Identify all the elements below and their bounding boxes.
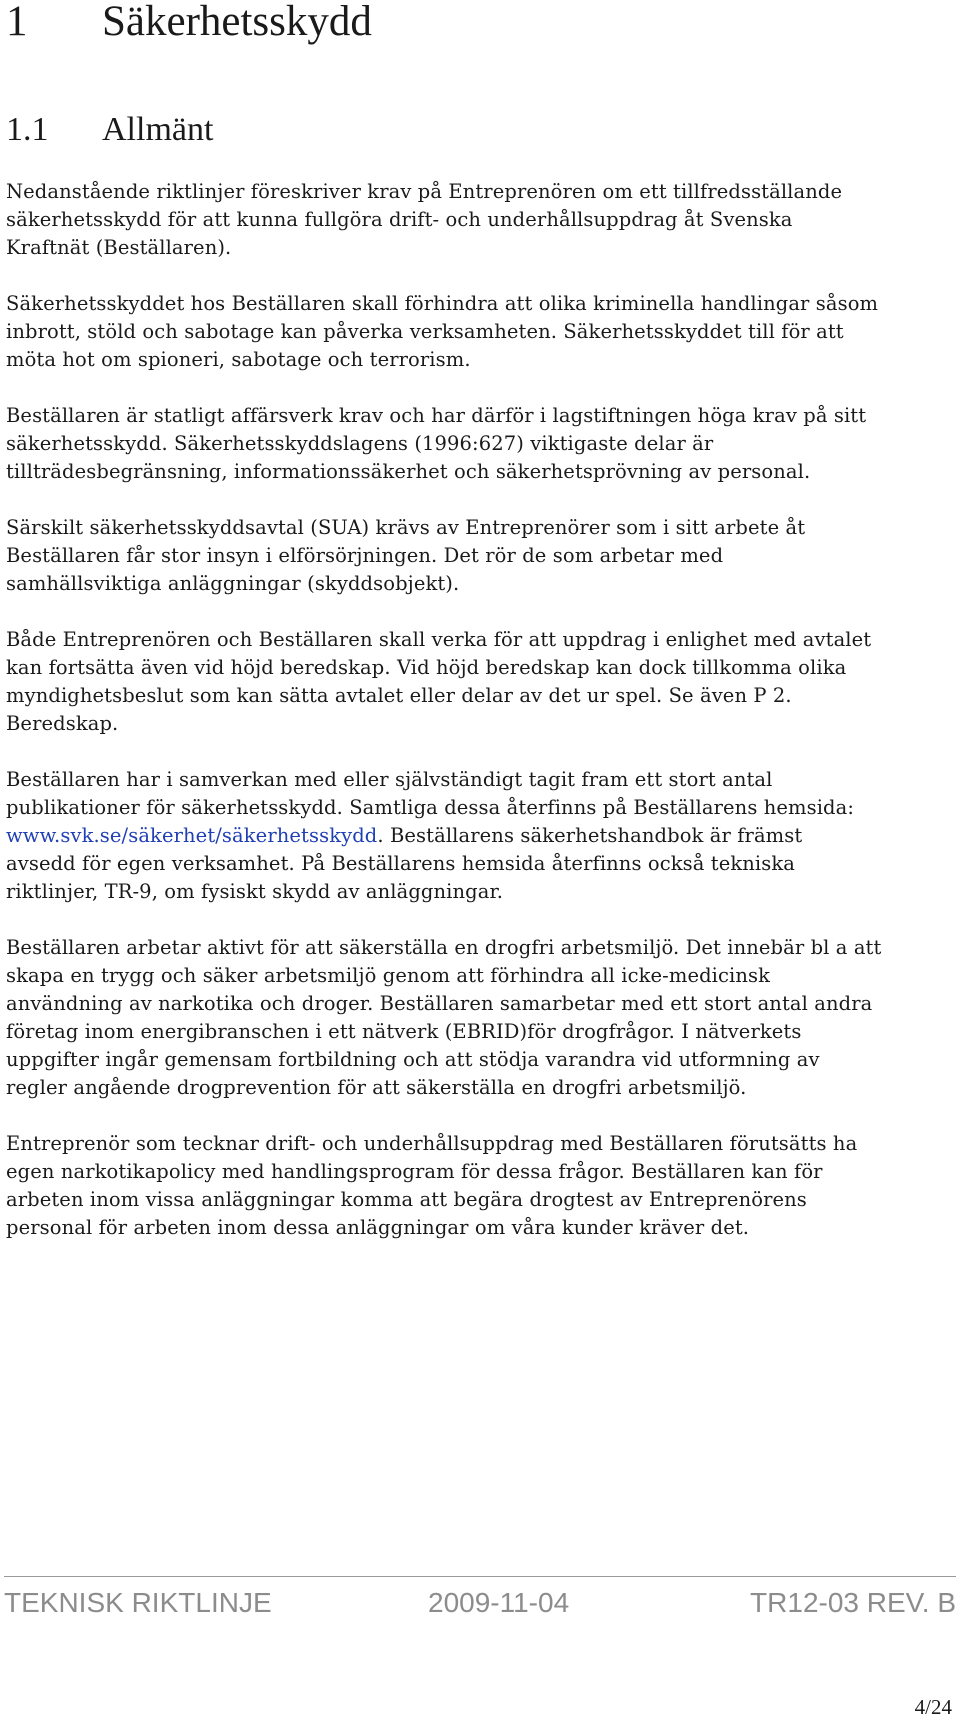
security-website-link[interactable]: www.svk.se/säkerhet/säkerhetsskydd [6,824,378,847]
paragraph-publications [6,766,956,906]
text-line: Beredskap. [6,712,119,735]
chapter-number: 1 [6,0,28,45]
text-line: Kraftnät (Beställaren). [6,236,232,259]
text-line: Entreprenör som tecknar drift- och underhållsuppdrag med Beställaren förutsätts ha [6,1132,858,1155]
page-footer [4,1583,956,1623]
text-line: företag inom energibranschen i ett nätverk (EBRID)för drogfrågor. I nätverkets [6,1020,802,1043]
text-line: samhällsviktiga anläggningar (skyddsobjekt). [6,572,460,595]
text-line: Både Entreprenören och Beställaren skall verka för att uppdrag i enlighet med avtalet [6,628,872,651]
text-line: användning av narkotika och droger. Beställaren samarbetar med ett stort antal andra [6,992,873,1015]
footer-date: 2009-11-04 [428,1587,570,1618]
text-line: säkerhetsskydd. Säkerhetsskyddslagens (1996:627) viktigaste delar är [6,432,714,455]
text-line: personal för arbeten inom dessa anläggningar om våra kunder kräver det. [6,1216,750,1239]
text-line: tillträdesbegränsning, informationssäkerhet och säkerhetsprövning av personal. [6,460,811,483]
chapter-title: Säkerhetsskydd [102,0,372,45]
text-line: möta hot om spioneri, sabotage och terrorism. [6,348,471,371]
paragraph-drug-free [6,934,956,1102]
text-after-link: . Beställarens säkerhetshandbok är främst [377,824,803,847]
text-line: Särskilt säkerhetsskyddsavtal (SUA) krävs av Entreprenörer som i sitt arbete åt [6,516,806,539]
section-number: 1.1 [6,111,49,148]
body-text [6,178,956,1270]
text-line: uppgifter ingår gemensam fortbildning och att stödja varandra vid utformning av [6,1048,820,1071]
footer-document-type: TEKNISK RIKTLINJE [4,1587,272,1618]
paragraph-sua [6,514,956,598]
text-line: inbrott, stöld och sabotage kan påverka verksamheten. Säkerhetsskyddet till för att [6,320,844,343]
text-line: arbeten inom vissa anläggningar komma att begära drogtest av Entreprenörens [6,1188,807,1211]
text-line: kan fortsätta även vid höjd beredskap. Vid höjd beredskap kan dock tillkomma olika [6,656,847,679]
chapter-heading [6,0,372,44]
text-line: myndighetsbeslut som kan sätta avtalet eller delar av det ur spel. Se även P 2. [6,684,792,707]
text-line: skapa en trygg och säker arbetsmiljö genom att förhindra all icke-medicinsk [6,964,771,987]
text-line: Beställaren är statligt affärsverk krav och har därför i lagstiftningen höga krav på sitt [6,404,867,427]
text-line: riktlinjer, TR-9, om fysiskt skydd av anläggningar. [6,880,504,903]
page-number: 4/24 [914,1695,952,1719]
footer-document-id: TR12-03 REV. B [750,1587,956,1618]
paragraph-purpose [6,290,956,374]
text-line: Beställaren får stor insyn i elförsörjningen. Det rör de som arbetar med [6,544,724,567]
text-line: Nedanstående riktlinjer föreskriver krav på Entreprenören om ett tillfredsställande [6,180,843,203]
text-line-with-link [6,822,956,850]
paragraph-legislation [6,402,956,486]
text-line: regler angående drogprevention för att säkerställa en drogfri arbetsmiljö. [6,1076,747,1099]
paragraph-preparedness [6,626,956,738]
text-line: Säkerhetsskyddet hos Beställaren skall förhindra att olika kriminella handlingar såsom [6,292,879,315]
text-line: publikationer för säkerhetsskydd. Samtliga dessa återfinns på Beställarens hemsida: [6,796,855,819]
text-line: Beställaren arbetar aktivt för att säkerställa en drogfri arbetsmiljö. Det innebär bl a att [6,936,882,959]
section-title: Allmänt [102,111,214,148]
paragraph-drug-policy [6,1130,956,1242]
footer-divider [4,1576,956,1577]
section-heading [6,108,213,152]
text-line: avsedd för egen verksamhet. På Beställarens hemsida återfinns också tekniska [6,852,796,875]
text-line: säkerhetsskydd för att kunna fullgöra drift- och underhållsuppdrag åt Svenska [6,208,793,231]
text-line: egen narkotikapolicy med handlingsprogram för dessa frågor. Beställaren kan för [6,1160,823,1183]
paragraph-intro [6,178,956,262]
text-line: Beställaren har i samverkan med eller självständigt tagit fram ett stort antal [6,768,773,791]
